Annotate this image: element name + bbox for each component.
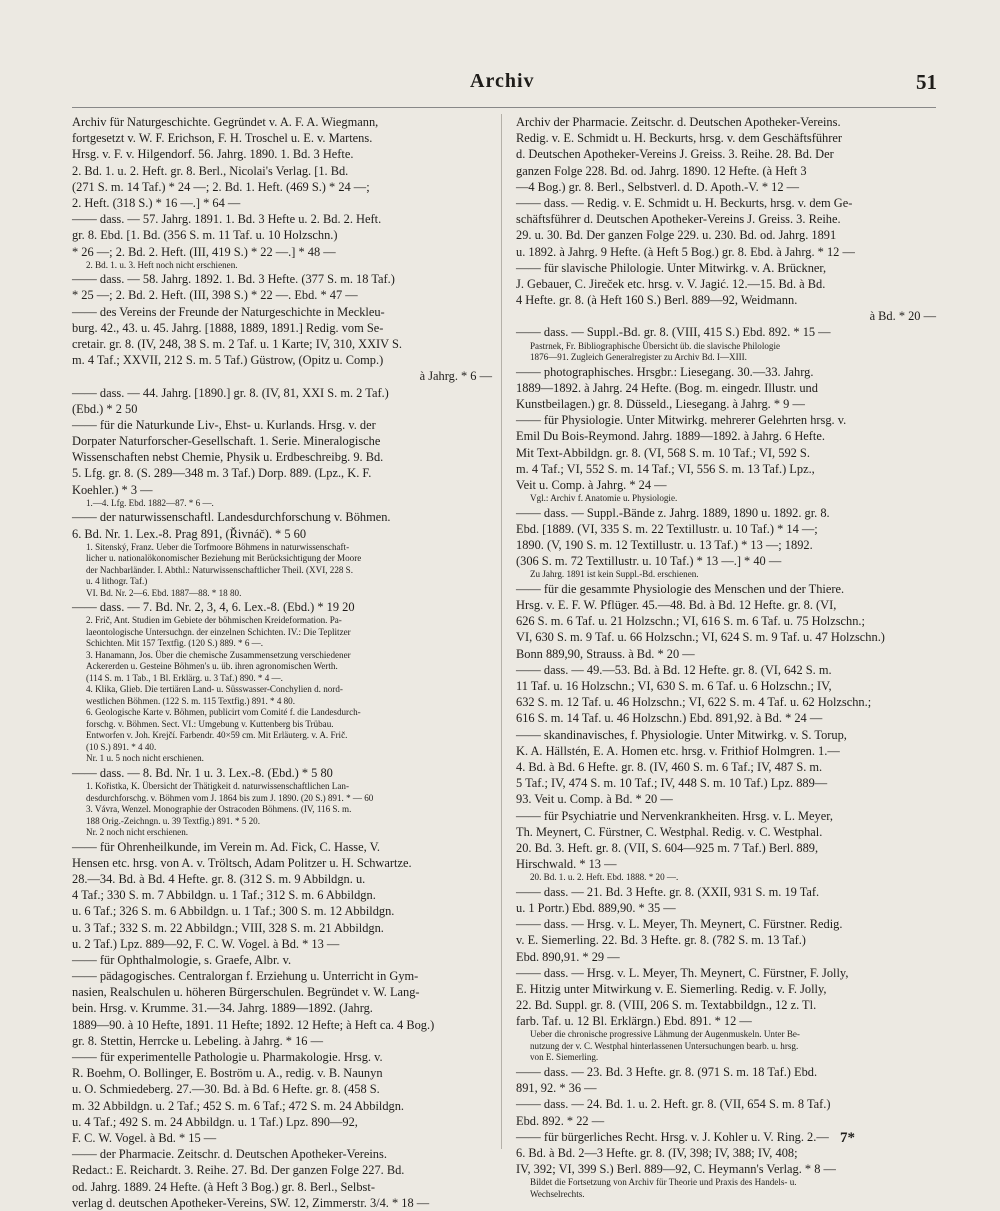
text-line: westlichen Böhmen. (122 S. m. 115 Textfig.) 891. * 4 80. (86, 695, 296, 706)
text-line: 11 Taf. u. 16 Holzschn.; VI, 630 S. m. 6 Taf. u. 6 Holzschn.; IV, (516, 679, 832, 693)
text-line: laeontologische Untersuchgn. der einzelnen Schichten. IV.: Die Teplitzer (86, 626, 351, 637)
text-line: —— dass. — Suppl.-Bd. gr. 8. (VIII, 415 S.) Ebd. 892. * 15 — (516, 325, 831, 340)
text-line: u. O. Schmiedeberg. 27.—30. Bd. à Bd. 6 Hefte. gr. 8. (458 S. (72, 1082, 380, 1097)
page-number: 51 (916, 70, 937, 94)
text-line: à Bd. * 20 — (869, 309, 936, 324)
text-line: (306 S. m. 72 Textillustr. u. 10 Taf.) * 13 —.] * 40 — (516, 554, 782, 569)
text-line: —— dass. — 23. Bd. 3 Hefte. gr. 8. (971 S. m. 18 Taf.) Ebd. (516, 1064, 818, 1079)
text-line: forschg. v. Böhmen. Sect. VI.: Umgebung v. Kuttenberg bis Trübau. (86, 718, 334, 729)
text-line: u. 4 lithogr. Taf.) (86, 576, 148, 587)
text-line: 20. Bd. 3. Heft. gr. 8. (VII, S. 604—925 m. 7 Taf.) Berl. 889, (516, 840, 819, 855)
text-line: schäftsführer d. Deutschen Apotheker-Vereins J. Greiss. 3. Reihe. (516, 212, 841, 227)
text-line: —— der naturwissenschaftl. Landesdurchforschung v. Böhmen. (72, 510, 391, 525)
text-line: Archiv der Pharmacie. Zeitschr. d. Deutschen Apotheker-Vereins. (516, 115, 841, 129)
text-line: 1890. (V, 190 S. m. 12 Textillustr. u. 13 Taf.) * 13 —; 1892. (516, 538, 813, 552)
text-line: bein. Hrsg. v. Krumme. 31.—34. Jahrg. 1889—1892. (Jahrg. (72, 1001, 373, 1016)
right-column (516, 114, 936, 1199)
text-line: Ebd. [1889. (VI, 335 S. m. 22 Textillustr. u. 10 Taf.) * 14 —; (516, 521, 818, 536)
text-line: Schichten. Mit 157 Textfig. (120 S.) 889. * 6 —. (86, 638, 264, 649)
header-rule (72, 107, 936, 108)
text-line: —— für die Naturkunde Liv-, Ehst- u. Kurlands. Hrsg. v. der (72, 417, 376, 432)
text-line: —4 Bog.) gr. 8. Berl., Selbstverl. d. D. Apoth.-V. * 12 — (516, 179, 800, 194)
text-line: u. 6 Taf.; 326 S. m. 6 Abbildgn. u. 1 Taf.; 300 S. m. 12 Abbildgn. (72, 904, 395, 919)
text-line: farb. Taf. u. 12 Bl. Erklärgn.) Ebd. 891. * 12 — (516, 1014, 752, 1029)
text-line: VI. Bd. Nr. 2—6. Ebd. 1887—88. * 18 80. (86, 587, 242, 598)
text-line: E. Hitzig unter Mitwirkung v. E. Siemerling. Redig. v. F. Jolly, (516, 981, 827, 996)
text-line: —— dass. — 58. Jahrg. 1892. 1. Bd. 3 Hefte. (377 S. m. 18 Taf.) (72, 272, 395, 287)
text-line: m. 32 Abbildgn. u. 2 Taf.; 452 S. m. 6 Taf.; 472 S. m. 24 Abbildgn. (72, 1098, 405, 1113)
text-line: Ackererden u. Gesteine Böhmen's u. üb. ihren agronomischen Werth. (86, 661, 338, 672)
text-line: Mit Text-Abbildgn. gr. 8. (VI, 568 S. m. 10 Taf.; VI, 592 S. (516, 445, 810, 460)
text-line: u. 1 Portr.) Ebd. 889,90. * 35 — (516, 900, 676, 915)
text-line: m. 4 Taf.; VI, 552 S. m. 14 Taf.; VI, 556 S. m. 13 Taf.) Lpz., (516, 461, 815, 476)
text-line: Hrsg. v. F. v. Hilgendorf. 56. Jahrg. 1890. 1. Bd. 3 Hefte. (72, 147, 354, 162)
text-line: cretair. gr. 8. (IV, 248, 38 S. m. 2 Taf. u. 1 Karte; IV, 310, XXIV S. (72, 336, 402, 351)
text-line: Bildet die Fortsetzung von Archiv für Theorie und Praxis des Handels- u. (530, 1177, 797, 1188)
text-line: —— dass. — 44. Jahrg. [1890.] gr. 8. (IV, 81, XXI S. m. 2 Taf.) (72, 385, 389, 400)
text-line: Redig. v. E. Schmidt u. H. Beckurts, hrsg. v. dem Geschäftsführer (516, 131, 842, 146)
text-line: Redact.: E. Reichardt. 3. Reihe. 27. Bd. Der ganzen Folge 227. Bd. (72, 1163, 405, 1178)
text-line: 632 S. m. 12 Taf. u. 46 Holzschn.; VI, 622 S. m. 4 Taf. u. 62 Holzschn.; (516, 695, 872, 710)
text-line: fortgesetzt v. W. F. Erichson, F. H. Troschel u. E. v. Martens. (72, 131, 373, 146)
text-line: 29. u. 30. Bd. Der ganzen Folge 229. u. 230. Bd. od. Jahrg. 1891 (516, 228, 837, 243)
text-line: Kunstbeilagen.) gr. 8. Düsseld., Liesegang. à Jahrg. * 9 — (516, 397, 805, 411)
text-line: u. 1892. à Jahrg. 9 Hefte. (à Heft 5 Bog.) gr. 8. Ebd. à Jahrg. * 12 — (516, 244, 855, 259)
text-line: Nr. 1 u. 5 noch nicht erschienen. (86, 753, 204, 764)
text-line: 5. Lfg. gr. 8. (S. 289—348 m. 3 Taf.) Dorp. 889. (Lpz., K. F. (72, 466, 372, 481)
text-line: u. 4 Taf.; 492 S. m. 24 Abbildgn. u. 1 Taf.) Lpz. 890—92, (72, 1114, 358, 1129)
text-line: m. 4 Taf.; XXVII, 212 S. m. 5 Taf.) Güstrow, (Opitz u. Comp.) (72, 353, 384, 368)
text-line: licher u. nationalökonomischer Beziehung mit Berücksichtigung der Moore (86, 553, 362, 564)
left-column (72, 114, 492, 1210)
text-line: v. E. Siemerling. 22. Bd. 3 Hefte. gr. 8. (782 S. m. 13 Taf.) (516, 933, 806, 948)
text-line: 2. Bd. 1. u. 3. Heft noch nicht erschienen. (86, 259, 238, 270)
text-line: burg. 42., 43. u. 45. Jahrg. [1888, 1889, 1891.] Redig. vom Se- (72, 320, 384, 335)
text-line: 1889—1892. à Jahrg. 24 Hefte. (Bog. m. eingedr. Illustr. und (516, 380, 818, 395)
text-line: 3. Vávra, Wenzel. Monographie der Ostracoden Böhmens. (IV, 116 S. m. (86, 804, 352, 815)
text-line: u. 3 Taf.; 332 S. m. 22 Abbildgn.; VIII, 328 S. m. 21 Abbildgn. (72, 920, 384, 935)
text-line: Wissenschaften nebst Chemie, Physik u. Erdbeschreibg. 9. Bd. (72, 450, 384, 465)
text-line: nasien, Realschulen u. höheren Bürgerschulen. Begründet v. W. Lang- (72, 985, 420, 1000)
text-line: —— für experimentelle Pathologie u. Pharmakologie. Hrsg. v. (72, 1050, 383, 1064)
text-line: —— des Vereins der Freunde der Naturgeschichte in Meckleu- (72, 304, 385, 319)
text-line: —— dass. — Suppl.-Bände z. Jahrg. 1889, 1890 u. 1892. gr. 8. (516, 505, 830, 520)
text-line: —— für Psychiatrie und Nervenkrankheiten. Hrsg. v. L. Meyer, (516, 808, 833, 823)
text-line: 616 S. m. 14 Taf. u. 46 Holzschn.) Ebd. 891,92. à Bd. * 24 — (516, 711, 823, 726)
text-line: VI, 630 S. m. 9 Taf. u. 66 Holzschn.; VI, 624 S. m. 9 Taf. u. 47 Holzschn.) (516, 630, 885, 645)
text-line: Archiv für Naturgeschichte. Gegründet v. A. F. A. Wiegmann, (72, 115, 379, 129)
text-line: 28.—34. Bd. à Bd. 4 Hefte. gr. 8. (312 S. m. 9 Abbildgn. u. (72, 871, 366, 886)
text-line: —— der Pharmacie. Zeitschr. d. Deutschen Apotheker-Vereins. (72, 1147, 387, 1162)
text-line: —— dass. — 21. Bd. 3 Hefte. gr. 8. (XXII, 931 S. m. 19 Taf. (516, 884, 820, 899)
text-line: —— für die gesammte Physiologie des Menschen und der Thiere. (516, 581, 845, 596)
text-line: Entworfen v. Joh. Krejčí. Farbendr. 40×59 cm. Mit Erläuterg. v. A. Frič. (86, 730, 348, 741)
text-line: od. Jahrg. 1889. 24 Hefte. (à Heft 3 Bog.) gr. 8. Berl., Selbst- (72, 1179, 375, 1194)
text-line: K. A. Hällstén, E. A. Homen etc. hrsg. v. Frithiof Holmgren. 1.— (516, 743, 840, 758)
text-line: * 25 —; 2. Bd. 2. Heft. (III, 398 S.) * 22 —. Ebd. * 47 — (72, 288, 358, 303)
text-line: 3. Hanamann, Jos. Über die chemische Zusammensetzung verschiedener (86, 649, 351, 660)
text-line: Emil Du Bois-Reymond. Jahrg. 1889—1892. à Jahrg. 6 Hefte. (516, 429, 825, 444)
text-line: 188 Orig.-Zeichngn. u. 39 Textfig.) 891. * 5 20. (86, 815, 260, 826)
text-line: à Jahrg. * 6 — (419, 369, 492, 384)
text-line: Ebd. 890,91. * 29 — (516, 949, 620, 964)
text-line: 1876—91. Zugleich Generalregister zu Archiv Bd. I—XIII. (530, 352, 747, 363)
text-line: Dorpater Naturforscher-Gesellschaft. 1. Serie. Mineralogische (72, 434, 381, 449)
text-line: 4 Hefte. gr. 8. (à Heft 160 S.) Berl. 889—92, Weidmann. (516, 293, 798, 308)
text-line: —— skandinavisches, f. Physiologie. Unter Mitwirkg. v. S. Torup, (516, 727, 847, 742)
text-line: Veit u. Comp. à Jahrg. * 24 — (516, 477, 667, 492)
text-line: —— für Ohrenheilkunde, im Verein m. Ad. Fick, C. Hasse, V. (72, 839, 381, 854)
text-line: desdurchforschg. v. Böhmen vom J. 1864 bis zum J. 1890. (20 S.) 891. * — 60 (86, 792, 374, 803)
text-line: 4 Taf.; 330 S. m. 7 Abbildgn. u. 1 Taf.; 312 S. m. 6 Abbildgn. (72, 888, 376, 903)
text-line: 891, 92. * 36 — (516, 1081, 597, 1096)
text-line: —— photographisches. Hrsgbr.: Liesegang. 30.—33. Jahrg. (516, 364, 814, 379)
text-line: R. Boehm, O. Bollinger, E. Boström u. A., redig. v. B. Naunyn (72, 1066, 383, 1081)
text-line: 6. Bd. Nr. 1. Lex.-8. Prag 891, (Řivnáč). * 5 60 (72, 526, 307, 541)
text-line: u. 2 Taf.) Lpz. 889—92, F. C. W. Vogel. à Bd. * 13 — (72, 936, 340, 951)
text-line: Zu Jahrg. 1891 ist kein Suppl.-Bd. erschienen. (530, 569, 699, 580)
text-line: J. Gebauer, C. Jireček etc. hrsg. v. V. Jagić. 12.—15. Bd. à Bd. (516, 276, 826, 291)
text-line: 93. Veit u. Comp. à Bd. * 20 — (516, 792, 673, 807)
text-line: —— dass. — 49.—53. Bd. à Bd. 12 Hefte. gr. 8. (VI, 642 S. m. (516, 662, 832, 677)
text-line: nutzung der v. C. Westphal hinterlassenen Untersuchungen bearb. u. hrsg. (530, 1040, 799, 1051)
text-line: 5 Taf.; IV, 474 S. m. 10 Taf.; IV, 448 S. m. 10 Taf.) Lpz. 889— (516, 776, 828, 791)
text-line: (10 S.) 891. * 4 40. (86, 741, 157, 752)
text-line: Th. Meynert, C. Fürstner, C. Westphal. Redig. v. C. Westphal. (516, 824, 823, 839)
text-line: F. C. W. Vogel. à Bd. * 15 — (72, 1130, 217, 1145)
signature-mark: 7* (840, 1130, 855, 1146)
text-line: 1. Sitenský, Franz. Ueber die Torfmoore Böhmens in naturwissenschaft- (86, 541, 350, 552)
text-line: —— dass. — 57. Jahrg. 1891. 1. Bd. 3 Hefte u. 2. Bd. 2. Heft. (72, 212, 382, 227)
text-line: 1889—90. à 10 Hefte, 1891. 11 Hefte; 1892. 12 Hefte; à Heft ca. 4 Bog.) (72, 1017, 435, 1032)
text-line: 2. Bd. 1. u. 2. Heft. gr. 8. Berl., Nicolai's Verlag. [1. Bd. (72, 163, 349, 178)
text-line: —— für bürgerliches Recht. Hrsg. v. J. Kohler u. V. Ring. 2.— (516, 1129, 829, 1144)
text-line: 1.—4. Lfg. Ebd. 1882—87. * 6 —. (86, 497, 214, 508)
column-divider (501, 114, 502, 1149)
text-line: 22. Bd. Suppl. gr. 8. (VIII, 206 S. m. Textabbildgn., 12 z. Tl. (516, 998, 817, 1013)
text-line: Nr. 2 noch nicht erschienen. (86, 827, 189, 838)
text-line: gr. 8. Ebd. [1. Bd. (356 S. m. 11 Taf. u. 10 Holzschn.) (72, 228, 338, 243)
text-line: —— dass. — Hrsg. v. L. Meyer, Th. Meynert, C. Fürstner, F. Jolly, (516, 965, 849, 980)
text-line: Pastrnek, Fr. Bibliographische Übersicht üb. die slavische Philologie (530, 340, 781, 351)
text-line: der Nachbarländer. I. Abthl.: Naturwissenschaftlicher Theil. (XVI, 228 S. (86, 564, 354, 575)
text-line: (Ebd.) * 2 50 (72, 401, 138, 416)
text-line: —— für Physiologie. Unter Mitwirkg. mehrerer Gelehrten hrsg. v. (516, 413, 847, 428)
text-line: —— dass. — Hrsg. v. L. Meyer, Th. Meynert, C. Fürstner. Redig. (516, 917, 843, 932)
text-line: Ebd. 892. * 22 — (516, 1113, 605, 1128)
text-line: Vgl.: Archiv f. Anatomie u. Physiologie. (530, 493, 678, 504)
text-line: 20. Bd. 1. u. 2. Heft. Ebd. 1888. * 20 —. (530, 872, 679, 883)
running-title: Archiv (470, 70, 535, 92)
text-line: 6. Bd. à Bd. 2—3 Hefte. gr. 8. (IV, 398; IV, 388; IV, 408; (516, 1145, 798, 1160)
text-line: Hensen etc. hrsg. von A. v. Tröltsch, Adam Politzer u. H. Schwartze. (72, 855, 412, 870)
text-line: ganzen Folge 228. Bd. od. Jahrg. 1890. 12 Hefte. (à Heft 3 (516, 163, 807, 178)
text-line: —— für slavische Philologie. Unter Mitwirkg. v. A. Brückner, (516, 260, 827, 275)
text-line: d. Deutschen Apotheker-Vereins J. Greiss. 3. Reihe. 28. Bd. Der (516, 147, 834, 162)
text-line: —— pädagogisches. Centralorgan f. Erziehung u. Unterricht in Gym- (72, 969, 419, 984)
text-line: 2. Heft. (318 S.) * 16 —.] * 64 — (72, 195, 241, 210)
text-line: Hrsg. v. E. F. W. Pflüger. 45.—48. Bd. à Bd. 12 Hefte. gr. 8. (VI, (516, 598, 837, 613)
text-line: Wechselrechts. (530, 1188, 585, 1199)
text-line: IV, 392; VI, 399 S.) Berl. 889—92, C. Heymann's Verlag. * 8 — (516, 1162, 836, 1177)
text-line: 6. Geologische Karte v. Böhmen, publicirt vom Comité f. die Landesdurch- (86, 707, 361, 718)
text-line: 626 S. m. 6 Taf. u. 21 Holzschn.; VI, 616 S. m. 6 Taf. u. 75 Holzschn.; (516, 614, 865, 629)
text-line: (271 S. m. 14 Taf.) * 24 —; 2. Bd. 1. Heft. (469 S.) * 24 —; (72, 179, 370, 194)
text-line: —— dass. — 7. Bd. Nr. 2, 3, 4, 6. Lex.-8. (Ebd.) * 19 20 (72, 600, 355, 615)
text-line: Bonn 889,90, Strauss. à Bd. * 20 — (516, 646, 695, 661)
running-header (0, 66, 1000, 100)
text-line: Ueber die chronische progressive Lähmung der Augenmuskeln. Unter Be- (530, 1029, 800, 1040)
text-line: 4. Klika, Glieb. Die tertiären Land- u. Süsswasser-Conchylien d. nord- (86, 684, 343, 695)
text-line: —— dass. — 8. Bd. Nr. 1 u. 3. Lex.-8. (Ebd.) * 5 80 (72, 765, 333, 780)
text-line: verlag d. deutschen Apotheker-Vereins, SW. 12, Zimmerstr. 3/4. * 18 — (72, 1195, 430, 1210)
text-line: * 26 —; 2. Bd. 2. Heft. (III, 419 S.) * 22 —.] * 48 — (72, 244, 336, 259)
text-line: 1. Kořistka, K. Übersicht der Thätigkeit d. naturwissenschaftlichen Lan- (86, 781, 349, 792)
text-line: gr. 8. Stettin, Herrcke u. Lebeling. à Jahrg. * 16 — (72, 1033, 323, 1048)
text-line: —— für Ophthalmologie, s. Graefe, Albr. v. (72, 952, 292, 967)
text-line: —— dass. — Redig. v. E. Schmidt u. H. Beckurts, hrsg. v. dem Ge- (516, 195, 853, 210)
text-line: —— dass. — 24. Bd. 1. u. 2. Heft. gr. 8. (VII, 654 S. m. 8 Taf.) (516, 1097, 831, 1112)
text-line: 4. Bd. à Bd. 6 Hefte. gr. 8. (IV, 460 S. m. 6 Taf.; IV, 487 S. m. (516, 759, 823, 774)
text-line: Hirschwald. * 13 — (516, 857, 617, 872)
text-line: 2. Frič, Ant. Studien im Gebiete der böhmischen Kreideformation. Pa- (86, 615, 342, 626)
text-line: von E. Siemerling. (530, 1052, 599, 1063)
text-line: Koehler.) * 3 — (72, 482, 153, 497)
text-line: (114 S. m. 1 Tab., 1 Bl. Erklärg. u. 3 Taf.) 890. * 4 —. (86, 672, 283, 683)
